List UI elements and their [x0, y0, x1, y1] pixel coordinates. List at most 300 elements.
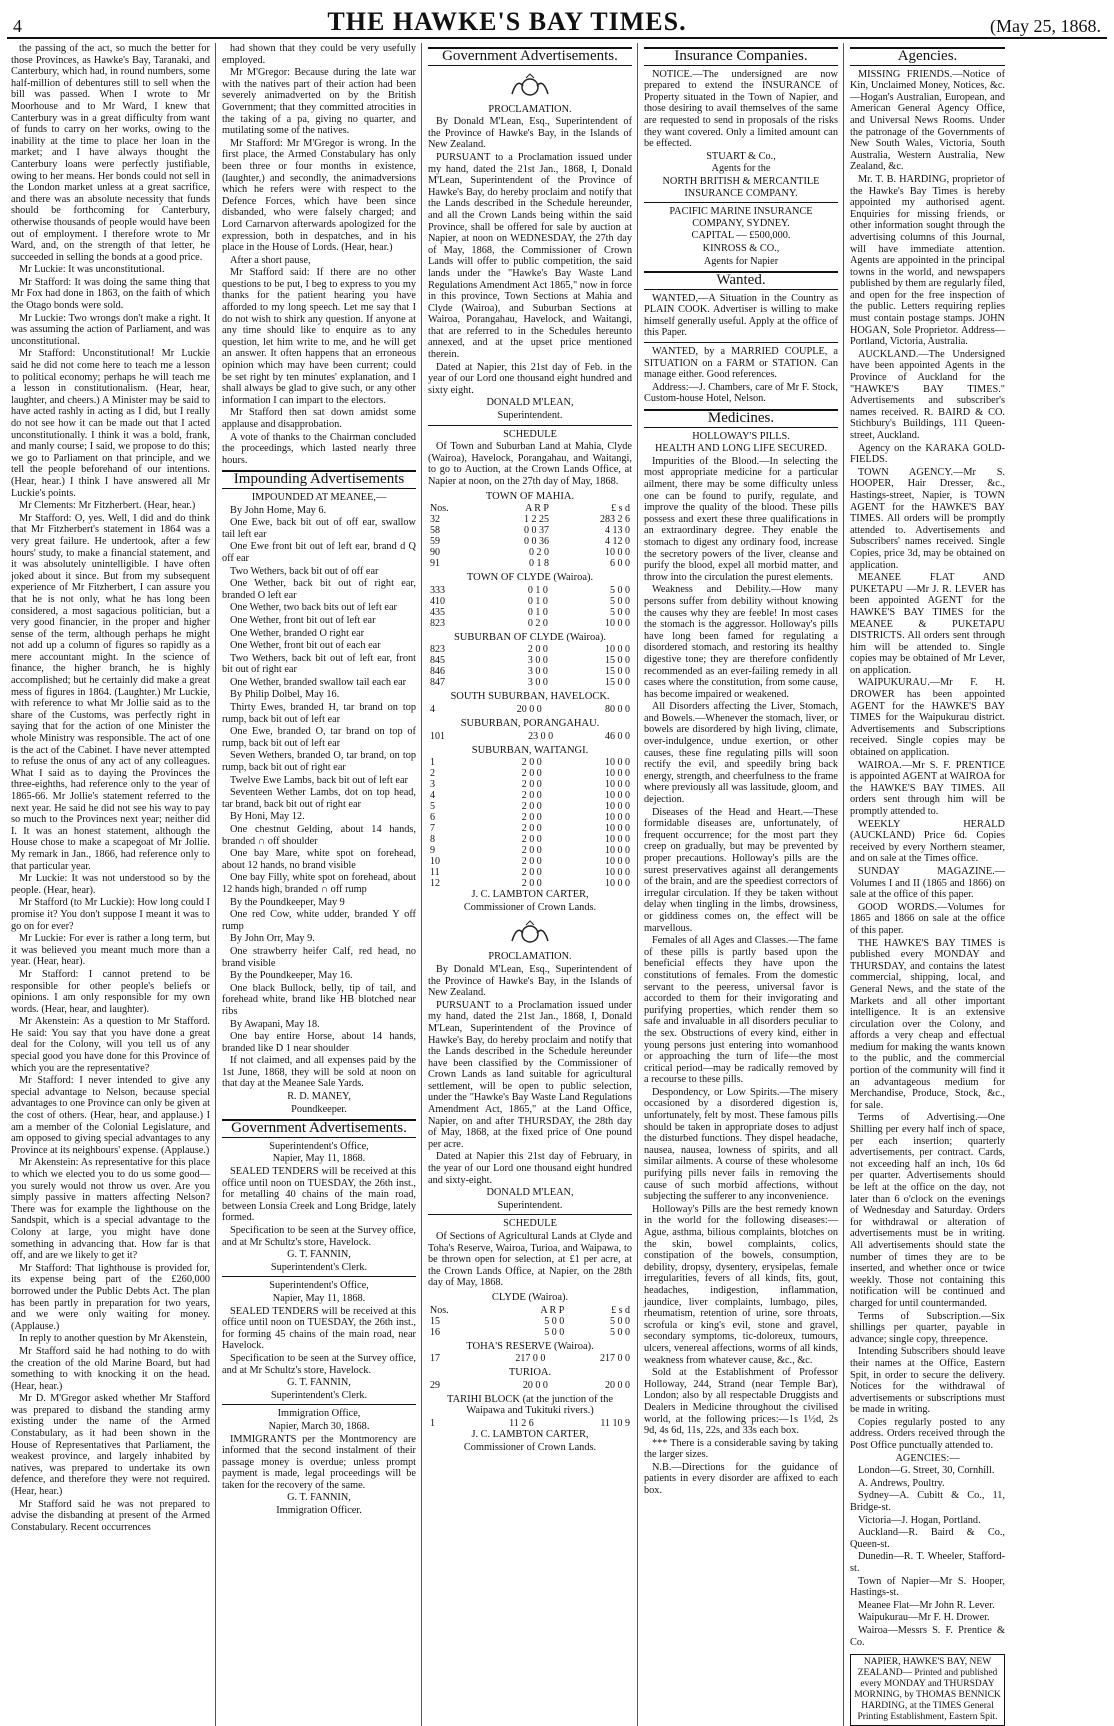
impound-entry: Seven Wethers, branded O, tar brand, on top rump, back bit out of right ear: [222, 750, 416, 774]
tender1-date: Napier, May 11, 1868.: [272, 1153, 366, 1165]
table-cell: 846: [430, 666, 445, 678]
pacific-marine: PACIFIC MARINE INSURANCE COMPANY, SYDNEY.: [669, 206, 813, 229]
article-paragraph: Mr Luckie: Two wrongs don't make a right. It was assuming the action of Parliament, and was unconstitutional.: [11, 312, 210, 347]
impound-entry: By John Orr, May 9.: [230, 933, 315, 945]
table-cell: 435: [430, 606, 445, 618]
schedule-1-signature: J. C. LAMBTON CARTER,: [471, 889, 589, 901]
impound-entry: One bay Mare, white spot on forehead, about 12 hands, no brand visible: [222, 848, 416, 871]
table-cell: 91: [430, 558, 440, 570]
table-cell: 10 0 0: [605, 867, 630, 879]
table-row: [428, 704, 632, 715]
impound-entry: Two Wethers, back bit out of off ear: [230, 565, 379, 577]
impound-entry: One red Cow, white udder, branded Y off rump: [222, 909, 416, 932]
table-header-row: [428, 503, 632, 514]
schedule-table: [428, 585, 632, 629]
table-cell: 0 1 0: [527, 595, 548, 607]
proclamation-1-by: By Donald M'Lean, Esq., Superintendent of the Province of Hawke's Bay, in the Islands of New Zealand.: [428, 116, 632, 151]
wanted-ad-2-address: Address:—J. Chambers, care of Mr F. Stock, Custom-house Hotel, Nelson.: [644, 381, 838, 405]
proclamation-1-role: Superintendent.: [497, 410, 563, 422]
table-row: [428, 779, 632, 790]
table-row: [428, 596, 632, 607]
tender2-signature: G. T. FANNIN,: [287, 1377, 351, 1389]
article-paragraph: A vote of thanks to the Chairman concluded the proceedings, which lasted nearly three hours.: [222, 431, 416, 466]
tender1-office: Superintendent's Office,: [269, 1140, 369, 1152]
impound-entry: One Wether, two back bits out of left ear: [230, 602, 397, 614]
table-cell: 15 0 0: [605, 677, 630, 689]
proclamation-2-dated: Dated at Napier this 21st day of February, in the year of our Lord one thousand eight hundred and sixty-eight.: [428, 1151, 632, 1186]
schedule-2-signature: J. C. LAMBTON CARTER,: [471, 1428, 589, 1440]
divider: [644, 342, 838, 343]
table-cell: 10 0 0: [605, 768, 630, 780]
table-cell: 3 0 0: [527, 666, 548, 678]
table-cell: 2 0 0: [521, 834, 542, 846]
table-row: [428, 834, 632, 845]
table-cell: 5 0 0: [544, 1315, 565, 1327]
table-row: [428, 878, 632, 889]
tender1-spec: Specification to be seen at the Survey office, and at Mr Schultz's store, Havelock.: [222, 1225, 416, 1248]
proclamation-1-dated: Dated at Napier, this 21st day of Feb. in the year of our Lord one thousand eight hundred and sixty eight.: [428, 361, 632, 396]
holloway-paragraph: Holloway's Pills are the best remedy known in the world for the following diseases:—Ague, asthma, bilious complaints, blotches on the skin, bowel complaints, colics, constipation of the bowels, consumption, debility, dropsy, dysentery, erysipelas, female irregularities, fevers of all kinds, fits, gout, headaches, indigestion, inflammation, jaundice, liver complaints, lumbago, piles, rheumatism, retention of urine, sore throats, scrofula or king's evil, stone and gravel, secondary symptoms, tic-doloreux, tumours, ulcers, venereal affections, worms of all kinds, weakness from whatever cause, &c., &c.: [644, 1203, 838, 1366]
immigration-signature: G. T. FANNIN,: [287, 1492, 351, 1504]
table-cell: 0 0 36: [523, 536, 549, 548]
agency-item: Auckland—R. Baird & Co., Queen-st.: [850, 1527, 1005, 1550]
article-paragraph: Mr Luckie: For ever is rather a long term, but it was believed you meant much more than a year. (Hear, hear).: [11, 933, 210, 968]
table-row: [428, 1327, 632, 1338]
holloway-title: HOLLOWAY'S PILLS.: [692, 430, 790, 442]
article-paragraph: Mr Stafford: O, yes. Well, I did and do think that Mr Fitzherbert's statement in 1864 was a very great failure. He undertook, after a few hours' study, to make a financial statement, and it was absolutely unintelligible. I have often joked about it since. But from my subsequent experience of Mr Fitzherbert, I can assure you that he is not only, what he has long been considered, a most sagacious politician, but a very good financier, in the proper and higher sense of the term, although perhaps he might not add up a column of figures so rapidly as a mere accountant might. In the science of finance, the higher branch, he is highly accomplished; but he certainly did make a great mess of figures in 1864. (Laughter.) Mr Luckie, with reference to what Mr Jollie said as to the share of the Customs, was perfectly right in saying that for the action of one Minister the whole Ministry was responsible. The act of one is the act of the Cabinet. I have never attempted to refuse the onus of any act of any colleagues. What I said as to daying the Provinces the three-eighths, had reference only to the year of 1865-66. Mr Jollie's statement referred to the next year. He said he did not see his way to pay so much to the Provinces next year; neither did I. It was an honest statement, although the House chose to make a scapegoat of Mr Jollie. My remark in Jan., 1866, had reference only to that particular year.: [11, 512, 210, 872]
impound-entry: By the Poundkeeper, May 9: [230, 896, 345, 908]
schedule-1-role: Commissioner of Crown Lands.: [463, 901, 597, 913]
agency-notice: Intending Subscribers should leave their names at the Office, Eastern Spit, in order to secure the delivery. Notices for the withdrawal of advertisements or subscriptions must be made in writing.: [850, 1346, 1005, 1416]
newspaper-title: THE HAWKE'S BAY TIMES.: [327, 7, 687, 36]
holloway-paragraph: Despondency, or Low Spirits.—The misery occasioned by a disordered digestion is, unfortunately, felt by most. These famous pills should be taken in appropriate doses to adjust the disturbed functions. They dispel headache, nausea, nausea, lowness of spirits, and all similar ailments. A course of these wholesome purifying pills never fails in removing the cause of such morbid affections, without subjecting the sufferer to any inconvenience.: [644, 1086, 838, 1203]
table-row: [428, 677, 632, 688]
impound-entry: One Wether, back bit out of right ear, branded O left ear: [222, 578, 416, 601]
proclamation-2-title: PROCLAMATION.: [488, 951, 572, 963]
wanted-ad-2: WANTED, by a MARRIED COUPLE, a SITUATION on a FARM or STATION. Can manage either. Good references.: [644, 346, 838, 381]
table-header-row: [428, 1305, 632, 1316]
table-cell: 3 0 0: [527, 655, 548, 667]
table-cell: 20 0 0: [605, 1379, 630, 1391]
insurance-notice: NOTICE.—The undersigned are now prepared to extend the INSURANCE of Property situated in the Town of Napier, and those desiring to avail themselves of the same are requested to send in proposals of the risks they want covered. Only a limited amount can be effected.: [644, 68, 838, 150]
table-cell: 9: [430, 845, 435, 857]
schedule-table: [428, 1305, 632, 1338]
tender1-signature: G. T. FANNIN,: [287, 1249, 351, 1261]
table-cell: 5 0 0: [610, 1326, 630, 1338]
table-cell: 217 0 0: [515, 1353, 546, 1365]
schedule-table: [428, 1418, 632, 1429]
article-paragraph: Mr Clements: Mr Fitzherbert. (Hear, hear.): [19, 500, 196, 512]
impound-entry: One Wether, branded swallow tail each ear: [230, 676, 407, 688]
wanted-ad-1: WANTED,—A Situation in the Country as PLAIN COOK. Advertiser is willing to make himself generally useful. Apply at the office of this Paper.: [644, 292, 838, 339]
table-row: [428, 768, 632, 779]
table-cell: 10 0 0: [605, 845, 630, 857]
issue-date: (May 25, 1868.: [990, 16, 1101, 36]
article-paragraph: In reply to another question by Mr Akenstein,: [19, 1333, 208, 1345]
impound-entry: One Wether, front bit out of left ear: [230, 614, 376, 626]
table-cell: 10 0 0: [605, 644, 630, 656]
table-row: [428, 845, 632, 856]
tender1-text: SEALED TENDERS will be received at this office until noon on TUESDAY, the 26th inst., for metalling 40 chains of the main road, between Lonsia Creek and Long Bridge, lately formed.: [222, 1166, 416, 1224]
table-cell: 845: [430, 655, 445, 667]
schedule-block-title: TARIHI BLOCK (at the junction of the Waipawa and Tukituki rivers.): [447, 1393, 613, 1417]
column-5: [850, 43, 1010, 1726]
table-cell: 4 13 0: [605, 525, 630, 537]
immigration-text: IMMIGRANTS per the Montmorency are informed that the second instalment of their passage money is overdue; unless prompt payment is made, legal proceedings will be taken for the recovery of the same.: [222, 1433, 416, 1491]
proclamation-1-signature: DONALD M'LEAN,: [486, 397, 574, 409]
table-cell: 5 0 0: [610, 584, 630, 596]
table-row: [428, 812, 632, 823]
article-paragraph: Mr Akenstein: As a question to Mr Stafford. He said: You say that you have done a great deal for the Colony, will you tell us of any special good you have done for this Province of which you are the representative?: [11, 1016, 210, 1074]
article-paragraph: Mr Stafford: Unconstitutional! Mr Luckie said he did not come here to teach me a lesson to political economy; perhaps he will teach me a lesson in constitutionalism. (Hear, hear, laughter, and cheers.) A Minister may be said to have acted rashly in acting as I did, but I really do not see how it can be made out that I acted unconstitutionally. I think it was a bold, frank, and manly course; I said, we propose to do this; we go to Parliament on that principle, and we tell the people beforehand of our intentions. (Hear, hear.) I think I have answered all Mr Luckie's points.: [11, 348, 210, 499]
table-cell: 823: [430, 617, 445, 629]
table-cell: 5 0 0: [610, 1315, 630, 1327]
schedule-block-title: TOWN OF CLYDE (Wairoa).: [466, 572, 594, 584]
table-row: [428, 585, 632, 596]
table-cell: 10 0 0: [605, 812, 630, 824]
table-cell: 11: [430, 867, 440, 879]
impound-entry: By the Poundkeeper, May 16.: [230, 970, 353, 982]
holloway-paragraph: Diseases of the Head and Heart.—These formidable diseases are, unfortunately, of frequent occurrence; for the most part they creep on gradually, but may be prevented by proper precautions. Holloway's pills are the surest preservatives against all derangements of the brain, and are the speediest correctors of irregular circulation. If they be taken without delay when tingling in the limbs, drowsiness, or giddiness comes on, the effect will be marvellous.: [644, 806, 838, 934]
tender2-date: Napier, May 11, 1868.: [272, 1292, 366, 1304]
table-cell: 11 10 9: [600, 1417, 630, 1429]
table-cell: 15 0 0: [605, 655, 630, 667]
table-row: [428, 856, 632, 867]
table-row: [428, 1380, 632, 1391]
table-cell: 2 0 0: [521, 790, 542, 802]
table-cell: 2 0 0: [521, 845, 542, 857]
article-paragraph: Mr Stafford: Mr M'Gregor is wrong. In the first place, the Armed Constabulary has only been three or four months in existence, (laughter,) and secondly, the animadversions which he refers were with respect to the Defence Forces, which have been since disbanded, who were falsely charged; and Lord Carnarvon afterwards apologized for the expression, both in despatches, and in his place in the House of Lords. (Hear, hear.): [222, 137, 416, 254]
article-paragraph: Mr M'Gregor: Because during the late war with the natives part of their action had been severely animadverted on by the British Government; that they committed atrocities in the taking of a pa, giving no quarter, and mutilating some of the natives.: [222, 67, 416, 137]
table-header-cell: £ s d: [611, 503, 630, 515]
table-cell: 90: [430, 547, 440, 559]
table-row: [428, 823, 632, 834]
table-cell: 7: [430, 823, 435, 835]
capital: CAPITAL — £500,000.: [691, 230, 791, 242]
table-cell: 15 0 0: [605, 666, 630, 678]
impound-entry: One bay Filly, white spot on forehead, about 12 hands high, branded ∩ off rump: [222, 872, 416, 895]
article-paragraph: Mr Stafford: It was doing the same thing that Mr Fox had done in 1863, on the faith of which the Otago bonds were sold.: [11, 276, 210, 312]
tender1-role: Superintendent's Clerk.: [270, 1261, 368, 1273]
agency-item: Sydney—A. Cubitt & Co., 11, Bridge-st.: [850, 1490, 1005, 1514]
table-cell: 5 0 0: [544, 1326, 565, 1338]
table-row: [428, 1353, 632, 1364]
holloway-paragraph: Sold at the Establishment of Professor Holloway, 244, Strand (near Temple Bar), London; also by all respectable Druggists and Dealers in Medicine throughout the civilised world, at the following prices:—1s 1½d, 2s 9d, 4s 6d, 11s, 22s, and 33s each box.: [644, 1367, 838, 1437]
table-row: [428, 618, 632, 629]
table-cell: 3 0 0: [527, 677, 548, 689]
table-cell: 20 0 0: [516, 703, 542, 715]
table-cell: 2 0 0: [521, 779, 542, 791]
impound-entry: One Ewe, branded O, tar brand on top of rump, back bit out of left ear: [222, 726, 416, 749]
agency-item: A. Andrews, Poultry.: [858, 1477, 945, 1489]
impound-entry: Twelve Ewe Lambs, back bit out of left ear: [230, 774, 408, 786]
impounding-heading: Impounding Advertisements: [222, 470, 416, 489]
table-cell: 1 2 25: [523, 514, 549, 526]
table-cell: 29: [430, 1379, 440, 1391]
impound-entry: One Ewe, back bit out of off ear, swallow tail left ear: [222, 517, 416, 540]
impound-entry: Thirty Ewes, branded H, tar brand on top rump, back bit out of left ear: [222, 702, 416, 725]
agency-notice: WEEKLY HERALD (AUCKLAND) Price 6d. Copies received by every Northern steamer, and on sale at the Times office.: [850, 818, 1005, 865]
impound-entry: One Wether, branded O right ear: [230, 627, 365, 639]
article-paragraph: Mr D. M'Gregor asked whether Mr Stafford was prepared to disband the standing army existing under the name of the Armed Constabulary, as it had been shown in the House of Representatives that Parliament, the weakest province, and largely inhabited by natives, was prepared to undertake its own defence, and therefore they were not required. (Hear, hear.): [11, 1393, 210, 1498]
table-header-cell: Nos.: [430, 503, 449, 515]
holloway-paragraph: Impurities of the Blood.—In selecting the most appropriate medicine for a particular ailment, there may be some difficulty unless one can be found to purify, regulate, and improve the quality of the blood. These pills possess and exert these three qualifications in an extraordinary degree. They enable the stomach to digest any ordinary food, increase the secretory powers of the liver, cleanse and purify the blood, expel all morbid matter, and throw into the circulation the purest elements.: [644, 455, 838, 583]
schedule-block-title: SOUTH SUBURBAN, HAVELOCK.: [450, 691, 610, 703]
article-paragraph: Mr Stafford then sat down amidst some applause and disapprobation.: [222, 407, 416, 430]
table-row: [428, 1418, 632, 1429]
table-row: [428, 536, 632, 547]
schedule-block-title: TOHA'S RESERVE (Wairoa).: [466, 1340, 594, 1352]
table-row: [428, 801, 632, 812]
divider: [428, 1214, 632, 1215]
table-cell: 3: [430, 779, 435, 791]
agency-item: Waipukurau—Mr F. H. Drower.: [858, 1612, 990, 1624]
government-ads-heading: Government Advertisements.: [428, 47, 632, 66]
table-cell: 46 0 0: [605, 730, 630, 742]
column-3: [428, 43, 638, 1726]
proclamation-2-role: Superintendent.: [497, 1199, 563, 1211]
divider: [428, 425, 632, 426]
kinross: KINROSS & CO.,: [702, 242, 780, 254]
impound-entry: One Ewe front bit out of left ear, brand d Q off ear: [222, 541, 416, 564]
table-cell: 80 0 0: [605, 703, 630, 715]
table-cell: 10 0 0: [605, 834, 630, 846]
schedule-table: [428, 644, 632, 688]
agency-notice: WAIROA.—Mr S. F. PRENTICE is appointed AGENT at WAIROA for the HAWKE'S BAY TIMES. All orders sent through him will be promptly attended to.: [850, 759, 1005, 817]
newspaper-page: [7, 7, 1107, 1723]
table-cell: 10 0 0: [605, 547, 630, 559]
table-row: [428, 655, 632, 666]
impound-entry: By Honi, May 12.: [230, 811, 305, 823]
royal-crest-icon: [428, 919, 632, 949]
impound-entry: One strawberry heifer Calf, red head, no brand visible: [222, 945, 416, 969]
proclamation-2-by: By Donald M'Lean, Esq., Superintendent of the Province of Hawke's Bay, in the Islands of New Zealand.: [428, 963, 632, 999]
agencies-heading: Agencies.: [850, 47, 1005, 66]
tender2-office: Superintendent's Office,: [269, 1280, 369, 1292]
table-row: [428, 644, 632, 655]
table-cell: 823: [430, 644, 445, 656]
column-1: [11, 43, 216, 1726]
agency-notice: WAIPUKURAU.—Mr F. H. DROWER has been appointed AGENT for the HAWKE'S BAY TIMES for the Waipukurau district. Advertisements and Subscriptions received. Single copies may be obtained on application.: [850, 677, 1005, 759]
holloway-paragraph: Weakness and Debility.—How many persons suffer from debility without knowing the causes why they are feeble! In most cases the stomach is the aggressor. Holloway's pills have long been famed for regulating a disordered stomach, and restoring its healthy digestive tone; they are therefore confidently recommended as an ever-failing remedy in all cases where the constitution, from some cause, has become impaired or weakened.: [644, 584, 838, 700]
table-cell: 10 0 0: [605, 790, 630, 802]
article-paragraph: Mr Stafford said he had nothing to do with the creation of the old Marine Board, but had something to with knocking it on the head. (Hear, hear.): [11, 1345, 210, 1392]
table-cell: 11 2 6: [509, 1417, 534, 1429]
table-cell: 10 0 0: [605, 801, 630, 813]
table-cell: 15: [430, 1315, 440, 1327]
impound-entry: Seventeen Wether Lambs, dot on top head, tar brand, back bit out of right ear: [222, 787, 416, 810]
divider: [222, 1276, 416, 1277]
immigration-role: Immigration Officer.: [276, 1505, 362, 1517]
table-cell: 2 0 0: [521, 757, 542, 769]
table-cell: 4: [430, 790, 435, 802]
holloway-paragraph: Females of all Ages and Classes.—The fame of these pills is partly based upon the beneficial effects they have upon the constitutions of females. From the domestic servant to the peeress, universal favor is accorded to them for their invigorating and purifying properties, which render them so safe and invaluable in all disorders peculiar to the sex. Obstructions of every kind, either in young persons just entering into womanhood or approaching the turn of life—the most critical period—may be radically removed by a recourse to these pills.: [644, 935, 838, 1086]
article-paragraph: Mr Stafford: That lighthouse is provided for, its expense being part of the £260,000 borrowed under the Public Debts Act. The plan has been partly in preparation for two years, and we were only waiting for money. (Applause.): [11, 1262, 210, 1332]
table-cell: 10 0 0: [605, 757, 630, 769]
impound-entry: By Awapani, May 18.: [230, 1018, 320, 1030]
schedule-block-title: TURIOA.: [508, 1367, 552, 1379]
agency-item: London—G. Street, 30, Cornhill.: [858, 1465, 995, 1477]
table-cell: 6: [430, 812, 435, 824]
table-cell: 5 0 0: [610, 595, 630, 607]
impound-entry: One Wether, front bit out of each ear: [230, 640, 381, 652]
agency-notice: Agency on the KARAKA GOLD-FIELDS.: [850, 442, 1005, 466]
article-paragraph: Mr Akenstein: As representative for this place to which we elected you to do us some good—you surely would not throw us over. Are you simply passive in matters affecting Nelson? There was for example the lighthouse on the Sandspit, which is a special advantage to the Colony at large, you might have done something in advancing that. How far is that off, and are we likely to get it?: [11, 1157, 210, 1262]
agency-notice: MEANEE FLAT AND PUKETAPU —Mr J. R. LEVER has been appointed AGENT for the HAWKE'S BAY TIMES for the MEANEE & PUKETAPU DISTRICTS. All orders sent through him will be attended to. Single copies may be obtained of Mr Lever, on application.: [850, 572, 1005, 676]
agency-item: Meanee Flat—Mr John R. Lever.: [858, 1599, 995, 1611]
divider: [222, 1404, 416, 1405]
table-cell: 32: [430, 514, 440, 526]
article-paragraph: Mr Stafford: I cannot pretend to be responsible for other people's beliefs or opinions. I am only responsible for my own words. (Hear, hear, and laughter).: [11, 968, 210, 1015]
article-paragraph: Mr Stafford said he was not prepared to advise the disbanding at present of the Armed Constabulary. Recent occurrences: [11, 1498, 210, 1533]
article-paragraph: Mr Stafford said: If there are no other questions to be put, I beg to express to you my thanks for the patient hearing you have afforded to my long speech. Let me say that I do not wish to shirk any question. If anyone at any time should like to enquire as to any question, let him write to me, and he will get an answer. It often happens that an erroneous opinion which may have been current; could be set right by ten minutes' explanation, and I shall always be glad to give such, or any other information I can impart to the electors.: [222, 267, 416, 406]
agency-item: Town of Napier—Mr S. Hooper, Hastings-st.: [850, 1575, 1005, 1599]
tender2-text: SEALED TENDERS will be received at this office until noon on TUESDAY, the 26th inst., for forming 45 chains of the main road, near Havelock.: [222, 1305, 416, 1352]
schedule-1-title: SCHEDULE: [503, 428, 557, 440]
table-cell: 10 0 0: [605, 878, 630, 890]
table-cell: 58: [430, 525, 440, 537]
tender2-spec: Specification to be seen at the Survey office, and at Mr Schultz's store, Havelock.: [222, 1352, 416, 1376]
table-cell: 8: [430, 834, 435, 846]
impound-entry: If not claimed, and all expenses paid by the 1st June, 1868, they will be sold at noon on that day at the Meanee Sale Yards.: [222, 1055, 416, 1090]
agency-item: Wairoa—Messrs S. F. Prentice & Co.: [850, 1624, 1005, 1648]
schedule-1-intro: Of Town and Suburban Land at Mahia, Clyde (Wairoa), Havelock, Porangahau, and Waitangi, to go to Auction, at the Crown Lands Office, at Napier at noon, on the 27th day of May, 1868.: [428, 441, 632, 487]
schedule-table: [428, 757, 632, 889]
column-4: [644, 43, 844, 1726]
table-cell: 10 0 0: [605, 823, 630, 835]
table-row: [428, 790, 632, 801]
table-cell: 283 2 6: [600, 514, 630, 526]
impound-entry: By John Home, May 6.: [230, 504, 327, 516]
agency-notice: MISSING FRIENDS.—Notice of Kin, Unclaimed Money, Notices, &c.—Hogan's Australian, European, and American General Agency Office, and Universal News Rooms. Under the patronage of the Governments of New South Wales, Victoria, South Australia, Western Australia, New Zealand, &c.: [850, 68, 1005, 173]
table-cell: 2 0 0: [521, 823, 542, 835]
agency-notice: AUCKLAND.—The Undersigned have been appointed Agents in the Province of Auckland for the "HAWKE'S BAY TIMES." Advertisements and subscriber's names received. R. BAIRD & CO. Stichbury's Buildings, 111 Queen-street, Auckland.: [850, 348, 1005, 441]
article-paragraph: Mr Stafford: I never intended to give any special advantage to Nelson, because special advantages to one Province can only be given at the cost of others. (Hear, hear, and applause.) I am a member of the Colonial Legislature, and am opposed to giving special advantages to any Province at its neighbours' expense. (Applause.): [11, 1075, 210, 1156]
table-cell: 23 0 0: [528, 730, 554, 742]
insurance-heading: Insurance Companies.: [644, 47, 838, 66]
schedule-block-title: SUBURBAN, WAITANGI.: [471, 744, 589, 756]
medicines-heading: Medicines.: [644, 409, 838, 428]
table-cell: 2: [430, 768, 435, 780]
table-cell: 2 0 0: [521, 801, 542, 813]
schedule-block-title: TOWN OF MAHIA.: [485, 490, 575, 502]
table-cell: 10 0 0: [605, 856, 630, 868]
table-row: [428, 547, 632, 558]
impound-entry: One bay entire Horse, about 14 hands, branded like D 1 near shoulder: [222, 1031, 416, 1054]
schedule-2-title: SCHEDULE: [503, 1218, 557, 1230]
table-cell: 0 1 0: [527, 606, 548, 618]
divider: [644, 202, 838, 203]
proclamation-2-signature: DONALD M'LEAN,: [486, 1187, 574, 1199]
agencies-title: AGENCIES:—: [895, 1452, 960, 1464]
agency-notice: GOOD WORDS.—Volumes for 1865 and 1866 on sale at the office of this paper.: [850, 901, 1005, 936]
impound-entry: By Philip Dolbel, May 16.: [230, 689, 340, 701]
article-paragraph: Mr Stafford (to Mr Luckie): How long could I promise it? You don't suppose I meant it was to go on for ever?: [11, 897, 210, 932]
article-paragraph: Mr Luckie: It was not understood so by the people. (Hear, hear).: [11, 873, 210, 896]
table-cell: 4: [430, 703, 435, 715]
agency-item: Victoria—J. Hogan, Portland.: [858, 1514, 981, 1526]
proclamation-1-title: PROCLAMATION.: [488, 103, 572, 115]
impound-signature: R. D. MANEY,: [287, 1091, 351, 1103]
table-row: [428, 757, 632, 768]
proclamation-2-text: PURSUANT to a Proclamation issued under my hand, dated the 21st Jan., 1868, I, Donald M'Lean, Superintendent of the Province of Hawke's Bay, do hereby proclaim and notify that the Lands described in the Schedule hereunder have been classified by the Commissioner of Crown Lands as land suitable for agricultural settlement, will be open to public selection, under the "Hawke's Bay Waste Land Regulations Amendment Act, 1865," at the Land Office, Napier, on and after THURSDAY, the 28th day of May, 1868, at the fixed price of One pound per acre.: [428, 999, 632, 1150]
table-header-cell: A R P: [540, 1304, 565, 1316]
table-cell: 59: [430, 536, 440, 548]
agency-notice: Copies regularly posted to any address. Orders received through the Post Office punctually attended to.: [850, 1416, 1005, 1452]
schedule-block-title: SUBURBAN OF CLYDE (Wairoa).: [453, 631, 607, 643]
agency-notice: Mr. T. B. HARDING, proprietor of the Hawke's Bay Times is hereby appointed my authorised agent. Enquiries for missing friends, or other information sought through the advertising columns of this Journal, will have immediate attention. Agents are appointed in the principal towns in the world, and newspapers published by them are regularly filed, and open for the free inspection of the public. Letters requiring replies must contain postage stamps. JOHN HOGAN, Sole Proprietor. Address—Portland, Victoria, Australia.: [850, 173, 1005, 348]
table-cell: 17: [430, 1353, 440, 1365]
table-row: [428, 514, 632, 525]
schedule-table: [428, 1353, 632, 1364]
schedule-2-role: Commissioner of Crown Lands.: [463, 1441, 597, 1453]
table-cell: 333: [430, 584, 445, 596]
immigration-date: Napier, March 30, 1868.: [268, 1420, 370, 1432]
impound-title: IMPOUNDED AT MEANEE,—: [251, 491, 387, 503]
table-cell: 5: [430, 801, 435, 813]
table-cell: 2 0 0: [527, 644, 548, 656]
columns: [7, 39, 1107, 1723]
kinross-role: Agents for Napier: [703, 255, 779, 267]
stuart-co: STUART & Co.,: [706, 150, 776, 162]
column-2: [222, 43, 422, 1726]
schedule-table: [428, 704, 632, 715]
article-paragraph: After a short pause,: [230, 254, 311, 266]
table-cell: 1: [430, 1417, 435, 1429]
table-cell: 0 1 8: [528, 558, 549, 570]
table-cell: 4 12 0: [605, 536, 630, 548]
table-cell: 0 1 0: [527, 584, 548, 596]
table-cell: 16: [430, 1326, 440, 1338]
table-row: [428, 607, 632, 618]
table-row: [428, 1316, 632, 1327]
page-number: 4: [13, 16, 22, 36]
table-cell: 2 0 0: [521, 867, 542, 879]
schedule-block-title: SUBURBAN, PORANGAHAU.: [460, 717, 600, 729]
table-row: [428, 666, 632, 677]
holloway-paragraph: All Disorders affecting the Liver, Stomach, and Bowels.—Whenever the stomach, liver, or bowels are disordered by high living, climate, over-indulgence, undue exertion, or other causes, these fine regulating pills will soon rectify the evil, and speedily bring back energy, strength, and cheerfulness to the frame where previously all was lassitude, gloom, and dejection.: [644, 701, 838, 806]
holloway-paragraph: *** There is a considerable saving by taking the larger sizes.: [644, 1437, 838, 1461]
table-cell: 2 0 0: [521, 812, 542, 824]
government-ads-heading-2: Government Advertisements.: [222, 1119, 416, 1138]
table-cell: 2 0 0: [521, 856, 542, 868]
table-cell: 2 0 0: [521, 878, 542, 890]
article-paragraph: Mr Luckie: It was unconstitutional.: [19, 264, 165, 276]
agency-item: Dunedin—R. T. Wheeler, Stafford-st.: [850, 1551, 1005, 1574]
holloway-paragraph: N.B.—Directions for the guidance of patients in every disorder are affixed to each box.: [644, 1461, 838, 1497]
agency-notice: Terms of Subscription.—Six shillings per quarter, payable in advance; single copy, threepence.: [850, 1310, 1005, 1345]
table-cell: 10 0 0: [605, 617, 630, 629]
table-header-cell: Nos.: [430, 1304, 449, 1316]
table-header-cell: £ s d: [611, 1304, 630, 1316]
table-row: [428, 525, 632, 536]
proclamation-1-text: PURSUANT to a Proclamation issued under my hand, dated the 21st Jan., 1868, I, Donald M'Lean, Superintendent of the Province of Hawke's Bay, do hereby proclaim and notify that the Lands described in the Schedule hereunder, and all the Crown Lands being within the said Province, shall be offered for sale by auction at Napier, at noon on WEDNESDAY, the 27th day of May, 1868, the Commissioner of Crown Lands will offer to public competition, the said lands under the "Hawke's Bay Waste Land Regulations Amendment Act 1865," now in force in this province, Town Sections at Mahia and Clyde (Wairoa), and Suburban Sections at Wairoa, Porangahau, Havelock, and Waitangi, that are referred to in the Schedules hereunto annexed, and at the upset price mentioned therein.: [428, 151, 632, 361]
table-cell: 0 2 0: [527, 617, 548, 629]
wanted-heading: Wanted.: [644, 271, 838, 290]
holloway-subtitle: HEALTH AND LONG LIFE SECURED.: [654, 443, 828, 455]
agency-notice: Terms of Advertising.—One Shilling per every half inch of space, per each insertion; quarterly advertisements, per contract. Cards, not exceeding half an inch, 10s 6d per quarter. Advertisements should be left at the office on the day, not later than 6 o'clock on the evenings of Wednesday and Saturday. Orders for withdrawal or alteration of advertisements must be in writing. All advertisements should state the number of times they are to be inserted, and whether once or twice weekly. Those not containing this notification will be continued and charged for until countermanded.: [850, 1112, 1005, 1309]
schedule-table: [428, 503, 632, 569]
royal-crest-icon: [428, 72, 632, 102]
table-cell: 6 0 0: [610, 558, 630, 570]
table-cell: 20 0 0: [522, 1379, 548, 1391]
table-row: [428, 731, 632, 742]
table-cell: 2 0 0: [521, 768, 542, 780]
table-cell: 847: [430, 677, 445, 689]
table-cell: 217 0 0: [600, 1353, 630, 1365]
schedule-table: [428, 1380, 632, 1391]
table-header-cell: A R P: [525, 503, 549, 515]
